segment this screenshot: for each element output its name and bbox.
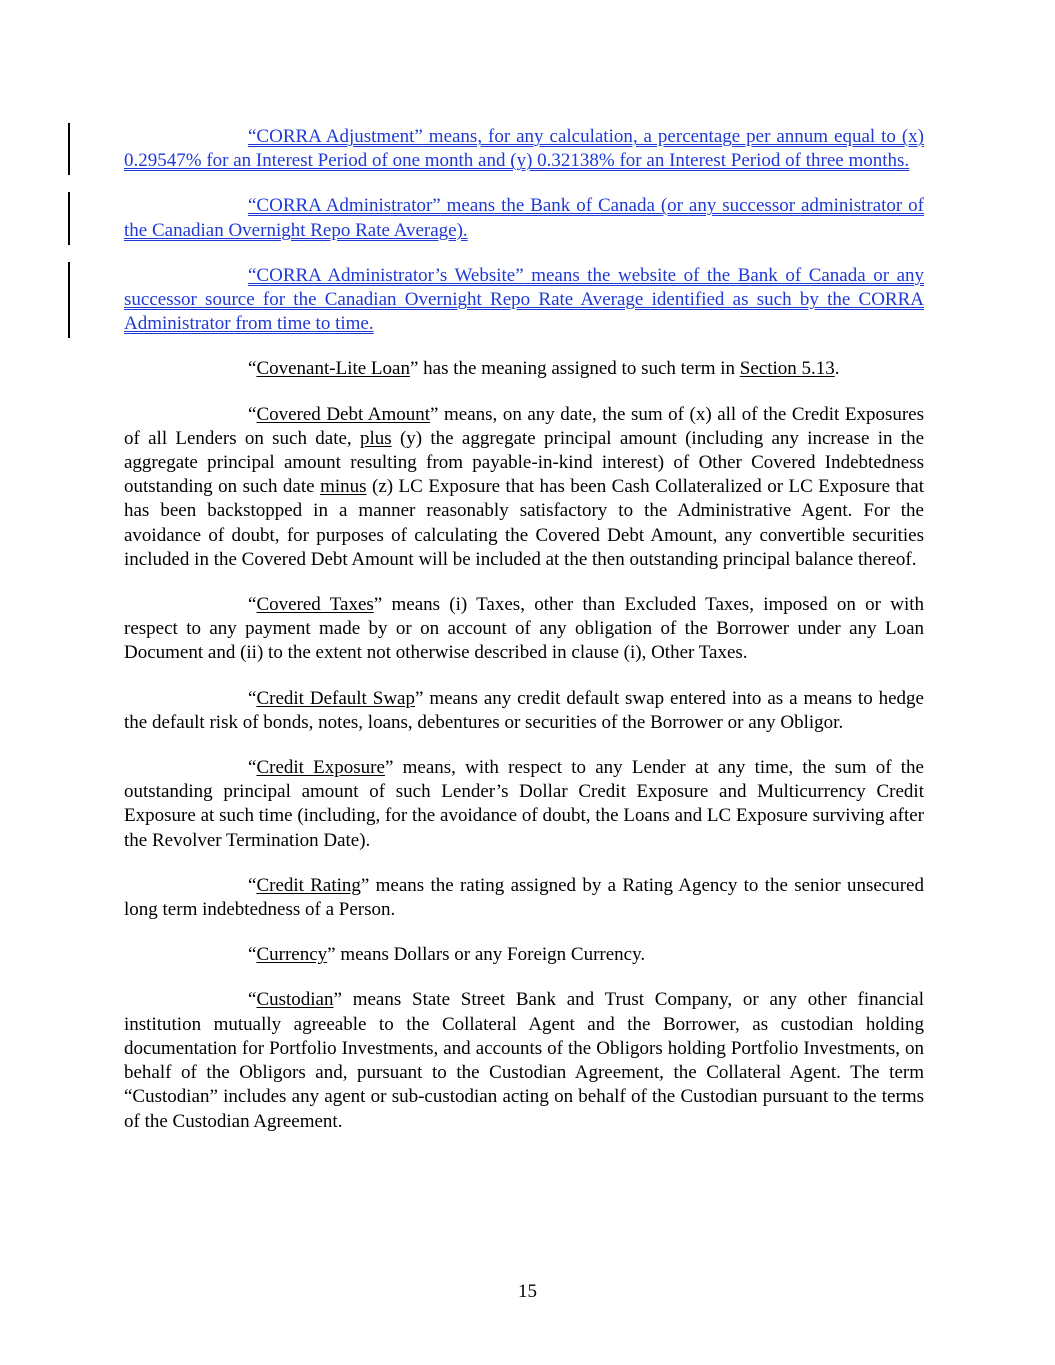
defined-term: “CORRA Administrator” — [248, 195, 441, 217]
change-bar — [68, 123, 70, 175]
defined-term: Custodian — [256, 989, 334, 1011]
change-bar — [68, 192, 70, 244]
defined-term: Covenant-Lite Loan — [256, 358, 410, 380]
open-quote: “ — [248, 944, 257, 966]
minus-term: minus — [320, 476, 367, 498]
definition-text: has the meaning assigned to such term in — [418, 358, 740, 380]
definition-credit-rating — [124, 874, 924, 922]
defined-term: Credit Exposure — [256, 757, 385, 779]
definition-covered-debt-amount — [124, 403, 924, 572]
close-quote: ” — [360, 874, 370, 896]
defined-term: Credit Default Swap — [256, 687, 415, 709]
page-number: 15 — [518, 1281, 537, 1302]
close-quote: ” — [373, 594, 383, 616]
change-bar — [68, 262, 70, 339]
definition-text: means State Street Bank and Trust Company, or any other financial institution mutually agreeable to the Collateral Agent and the Borrower, as custodian holding documentation for Portfolio Investments, and accounts of the Obligors holding Portfolio Investments, on behalf of the Obligors and, pursuant to the Custodian Agreement, the Collateral Agent. The term “Custodian” includes any agent or sub-custodian acting on behalf of the Custodian pursuant to the terms of the Custodian Agreement. — [124, 989, 924, 1132]
definition-text: means (i) Taxes, other than Excluded Taxes, imposed on or with respect to any payment made by or on account of any obligation of the Borrower under any Loan Document and (ii) to the extent not otherwise described in clause (i), Other Taxes. — [124, 594, 925, 664]
open-quote: “ — [248, 989, 257, 1011]
definition-covered-taxes — [124, 593, 924, 666]
close-quote: ” — [414, 687, 424, 709]
defined-term: “CORRA Adjustment” — [248, 126, 423, 147]
defined-term: Credit Rating — [256, 874, 361, 896]
document-page — [124, 125, 924, 1155]
definition-text: (z) LC Exposure that has been Cash Collateralized or LC Exposure that has been backstopped in a manner reasonably satisfactory to the Administrative Agent. For the avoidance of doubt, for purposes of calculating the Covered Debt Amount, any convertible securities included in the Covered Debt Amount will be included at the then outstanding principal balance thereof. — [124, 476, 924, 570]
section-reference: Section 5.13 — [739, 358, 835, 380]
open-quote: “ — [248, 874, 257, 896]
definition-text: (y) the aggregate principal amount (including any increase in the aggregate principal amount resulting from payable-in-kind interest) of Other Covered Indebtedness outstanding on such date — [124, 427, 925, 498]
close-quote: ” — [430, 403, 439, 425]
definition-corra-adjustment — [124, 125, 924, 173]
definition-text: means, on any date, the sum of (x) all of the Credit Exposures of all Lenders on such date, — [124, 403, 924, 449]
definition-credit-exposure — [124, 756, 924, 853]
close-quote: ” — [384, 757, 394, 779]
definition-corra-administrators-website — [124, 264, 924, 337]
open-quote: “ — [248, 358, 257, 380]
definition-text: means the rating assigned by a Rating Agency to the senior unsecured long term indebtedness of a Person. — [124, 874, 924, 921]
definition-covenant-lite-loan — [124, 357, 924, 381]
defined-term: “CORRA Administrator’s Website” — [248, 264, 524, 286]
close-quote: ” — [327, 944, 336, 966]
close-quote: ” — [409, 358, 419, 380]
definition-text: means the website of the Bank of Canada or any successor source for the Canadian Overnight Repo Rate Average identified as such by the CORRA Administrator from time to time. — [124, 264, 925, 335]
definition-text: means, for any calculation, a percentage per annum equal to (x) 0.29547% for an Interest Period of one month and (y) 0.32138% for an Interest Period of three months. — [124, 126, 924, 172]
open-quote: “ — [248, 403, 257, 425]
definition-text: means Dollars or any Foreign Currency. — [335, 944, 646, 966]
open-quote: “ — [248, 594, 257, 616]
defined-term: Covered Debt Amount — [256, 403, 431, 425]
close-quote: ” — [333, 989, 342, 1011]
defined-term: Currency — [256, 944, 328, 966]
open-quote: “ — [248, 757, 257, 779]
definition-corra-administrator — [124, 194, 924, 242]
definition-text: means the Bank of Canada (or any successor administrator of the Canadian Overnight Repo Rate Average). — [124, 195, 924, 241]
defined-term: Covered Taxes — [256, 594, 374, 616]
definition-custodian — [124, 988, 924, 1133]
plus-term: plus — [359, 427, 392, 449]
definition-currency — [124, 943, 924, 967]
open-quote: “ — [248, 687, 257, 709]
definition-credit-default-swap — [124, 687, 924, 735]
definition-text: . — [834, 358, 840, 380]
definition-text: means, with respect to any Lender at any time, the sum of the outstanding principal amount of such Lender’s Dollar Credit Exposure and Multicurrency Credit Exposure at such time (including, for the avoidance of doubt, the Loans and LC Exposure surviving after the Revolver Termination Date). — [124, 757, 924, 851]
definition-text: means any credit default swap entered into as a means to hedge the default risk of bonds, notes, loans, debentures or securities of the Borrower or any Obligor. — [124, 687, 924, 733]
